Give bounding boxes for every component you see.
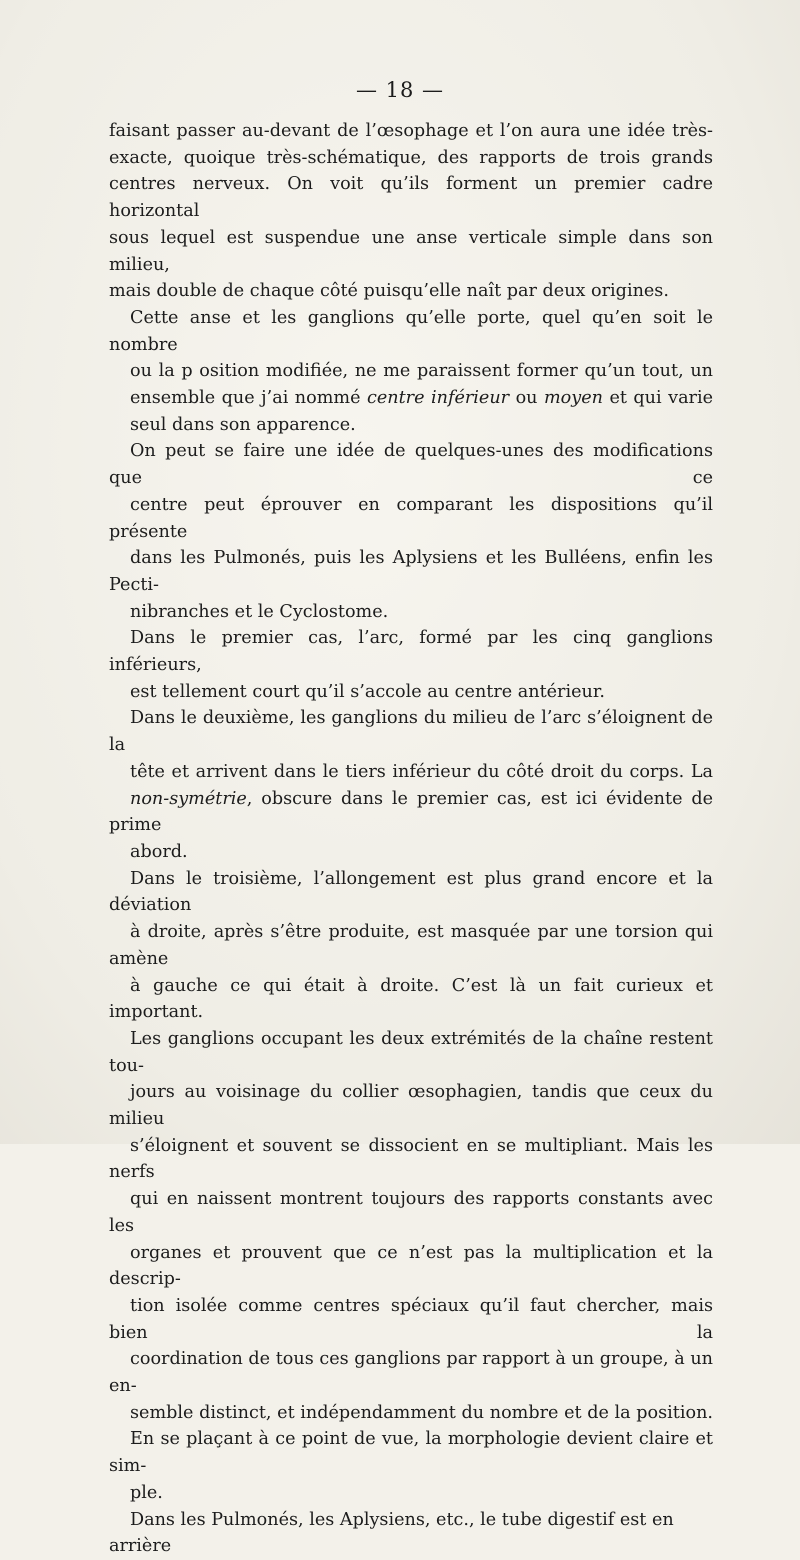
paragraph (109, 866, 713, 1507)
text-line: dans les Pulmonés, puis les Aplysiens et les Bulléens, enfin les Pecti- (109, 548, 713, 595)
text-line: tion isolée comme centres spéciaux qu’il faut chercher, mais bien la (109, 1295, 713, 1343)
emphasis-text: non-symétrie (130, 788, 247, 809)
paragraph (109, 305, 713, 439)
text-line: ensemble que j’ai nommé centre inférieur ou moyen et qui varie (130, 388, 714, 409)
paragraph (109, 1507, 713, 1560)
body-text (109, 118, 713, 1560)
text-line: Cette anse et les ganglions qu’elle porte, quel qu’en soit le nombre (109, 307, 713, 355)
text-line: Dans le premier cas, l’arc, formé par les cinq ganglions inférieurs, (109, 628, 713, 676)
text-line: centre peut éprouver en comparant les dispositions qu’il présente (109, 494, 713, 542)
text-line: ple. (130, 1482, 163, 1503)
text-line: non-symétrie, obscure dans le premier cas, est ici évidente de prime (109, 788, 713, 836)
text-line: faisant passer au-devant de l’œsophage et l’on aura une idée très- (109, 121, 713, 141)
emphasis-text: moyen (543, 388, 603, 409)
text-line: On peut se faire une idée de quelques-unes des modifications que ce (109, 441, 713, 489)
paragraph (109, 118, 713, 305)
text-line: tête et arrivent dans le tiers inférieur du côté droit du corps. La (130, 761, 713, 782)
text-line: Dans le troisième, l’allongement est plus grand encore et la déviation (109, 868, 713, 916)
text-line: Dans les Pulmonés, les Aplysiens, etc., le tube digestif est en arrière (109, 1509, 674, 1557)
text-line: abord. (130, 841, 188, 862)
text-line: ou la p osition modifiée, ne me paraissent former qu’un tout, un (130, 361, 713, 382)
text-line: En se plaçant à ce point de vue, la morphologie devient claire et sim- (109, 1429, 713, 1477)
text-line: semble distinct, et indépendamment du nombre et de la position. (130, 1402, 713, 1423)
text-line: Dans le deuxième, les ganglions du milieu de l’arc s’éloignent de la (109, 708, 713, 756)
text-line: jours au voisinage du collier œsophagien, tandis que ceux du milieu (109, 1082, 713, 1130)
paragraph (109, 625, 713, 705)
text-line: centres nerveux. On voit qu’ils forment un premier cadre horizontal (109, 174, 713, 222)
page-number: — 18 — (355, 78, 445, 102)
text-line: seul dans son apparence. (130, 414, 356, 435)
paragraph (109, 705, 713, 865)
text-line: mais double de chaque côté puisqu’elle naît par deux origines. (109, 281, 669, 302)
emphasis-text: centre inférieur (367, 388, 510, 409)
text-line: qui en naissent montrent toujours des rapports constants avec les (109, 1189, 713, 1236)
paragraph (109, 438, 713, 625)
text-line: à gauche ce qui était à droite. C’est là un fait curieux et important. (109, 975, 713, 1023)
text-line: à droite, après s’être produite, est masquée par une torsion qui amène (109, 922, 713, 969)
text-line: organes et prouvent que ce n’est pas la multiplication et la descrip- (109, 1242, 713, 1290)
text-line: nibranches et le Cyclostome. (130, 601, 389, 622)
text-line: est tellement court qu’il s’accole au centre antérieur. (130, 681, 605, 702)
text-line: Les ganglions occupant les deux extrémités de la chaîne restent tou- (109, 1028, 713, 1076)
text-line: coordination de tous ces ganglions par rapport à un groupe, à un en- (109, 1349, 713, 1397)
text-line: s’éloignent et souvent se dissocient en se multipliant. Mais les nerfs (109, 1135, 713, 1183)
text-line: sous lequel est suspendue une anse verticale simple dans son milieu, (109, 227, 713, 275)
text-line: exacte, quoique très-schématique, des rapports de trois grands (109, 147, 713, 168)
